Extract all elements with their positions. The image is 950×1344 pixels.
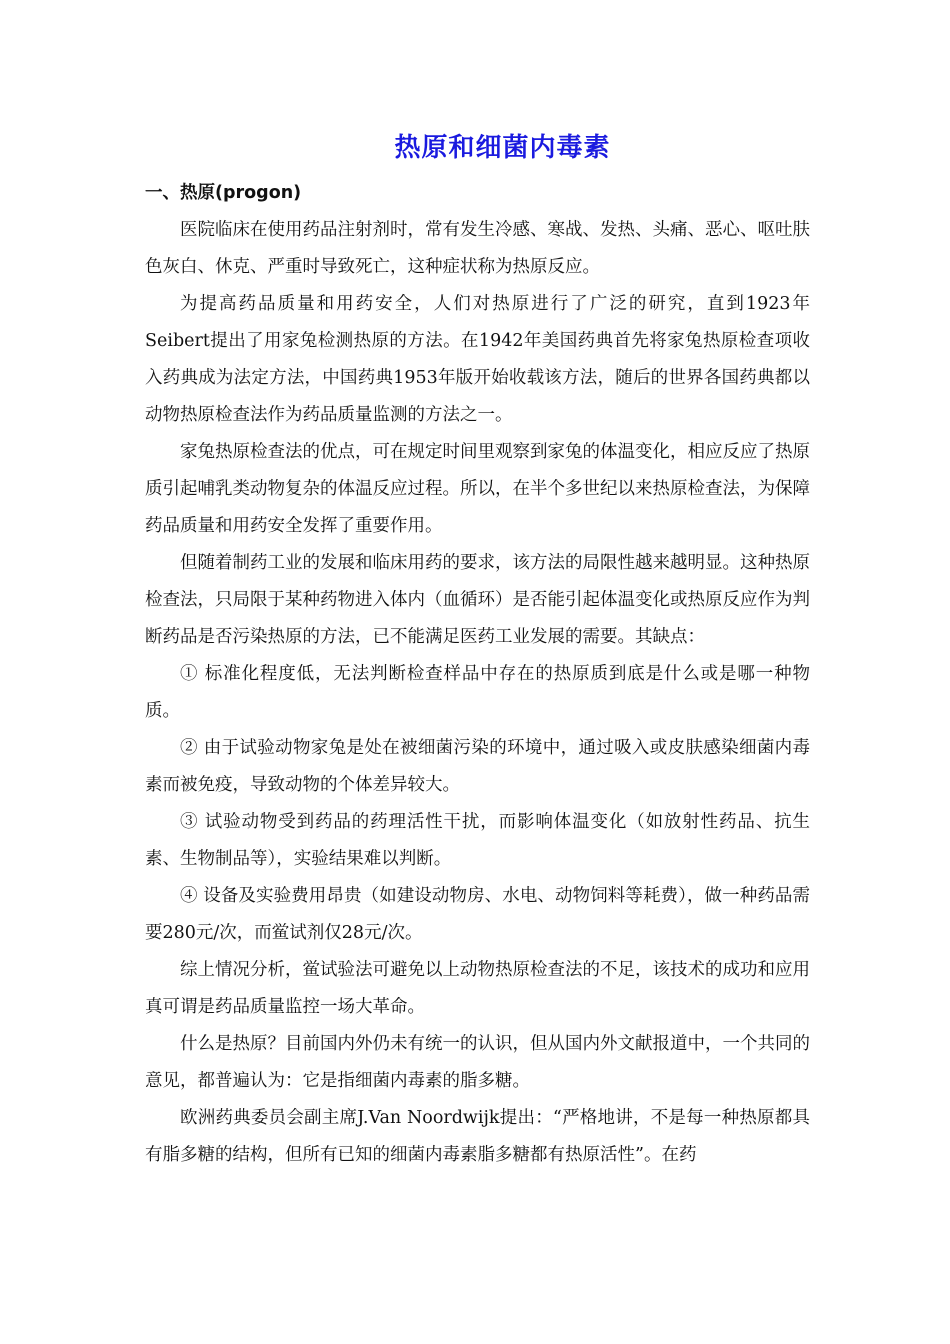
list-item: ④ 设备及实验费用昂贵（如建设动物房、水电、动物饲料等耗费），做一种药品需要280元/次，而鲎试剂仅28元/次。 — [145, 886, 810, 943]
paragraph: 家兔热原检查法的优点，可在规定时间里观察到家兔的体温变化，相应反应了热原质引起哺乳类动物复杂的体温反应过程。所以，在半个多世纪以来热原检查法，为保障药品质量和用药安全发挥了重要作用。 — [145, 442, 810, 536]
document-page — [145, 128, 810, 1174]
paragraph: 欧洲药典委员会副主席J.Van Noordwijk提出：“严格地讲，不是每一种热原都具有脂多糖的结构，但所有已知的细菌内毒素脂多糖都有热原活性”。在药 — [145, 1108, 810, 1165]
list-item: ① 标准化程度低，无法判断检查样品中存在的热原质到底是什么或是哪一种物质。 — [145, 664, 810, 721]
paragraph: 什么是热原？目前国内外仍未有统一的认识，但从国内外文献报道中，一个共同的意见，都普遍认为：它是指细菌内毒素的脂多糖。 — [145, 1034, 810, 1091]
document-title: 热原和细菌内毒素 — [394, 133, 611, 163]
paragraph: 为提高药品质量和用药安全，人们对热原进行了广泛的研究，直到1923年Seibert提出了用家兔检测热原的方法。在1942年美国药典首先将家兔热原检查项收入药典成为法定方法，中国药典1953年版开始收载该方法，随后的世界各国药典都以动物热原检查法作为药品质量监测的方法之一。 — [145, 294, 810, 425]
list-item: ② 由于试验动物家兔是处在被细菌污染的环境中，通过吸入或皮肤感染细菌内毒素而被免疫，导致动物的个体差异较大。 — [145, 738, 810, 795]
paragraph: 综上情况分析，鲎试验法可避免以上动物热原检查法的不足，该技术的成功和应用真可谓是药品质量监控一场大革命。 — [145, 960, 810, 1017]
paragraph: 医院临床在使用药品注射剂时，常有发生冷感、寒战、发热、头痛、恶心、呕吐肤色灰白、休克、严重时导致死亡，这种症状称为热原反应。 — [145, 220, 810, 277]
section-heading: 一、热原(progon) — [145, 183, 302, 203]
list-item: ③ 试验动物受到药品的药理活性干扰，而影响体温变化（如放射性药品、抗生素、生物制品等），实验结果难以判断。 — [145, 812, 810, 869]
paragraph: 但随着制药工业的发展和临床用药的要求，该方法的局限性越来越明显。这种热原检查法，只局限于某种药物进入体内（血循环）是否能引起体温变化或热原反应作为判断药品是否污染热原的方法，已不能满足医药工业发展的需要。其缺点： — [145, 553, 810, 647]
